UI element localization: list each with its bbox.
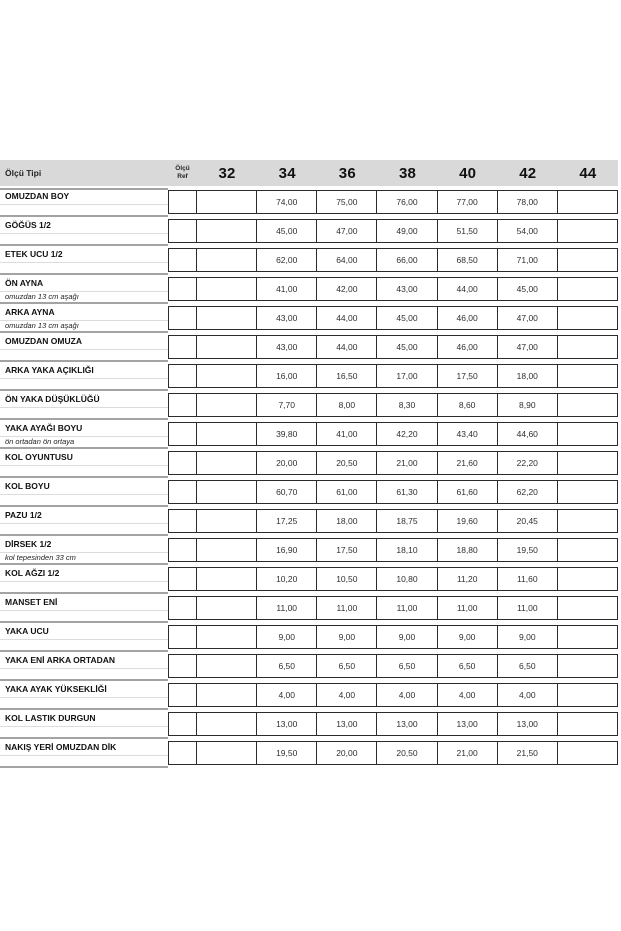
value-cell: 45,00: [377, 307, 437, 329]
row-values-area: [168, 362, 618, 391]
value-cell: [558, 568, 617, 590]
value-cell: 9,00: [257, 626, 317, 648]
value-cell: [197, 191, 257, 213]
value-cell: [558, 249, 617, 271]
value-cell: 47,00: [317, 220, 377, 242]
row-values-box: [168, 480, 618, 504]
row-label: PAZU 1/2: [5, 510, 42, 520]
value-cell: 43,00: [257, 307, 317, 329]
row-label-cell: [0, 391, 168, 420]
value-cell: 11,00: [498, 597, 558, 619]
row-label: YAKA UCU: [5, 626, 49, 636]
row-values-area: [168, 623, 618, 652]
value-cell: 78,00: [498, 191, 558, 213]
row-values-box: [168, 538, 618, 562]
value-cell: 10,50: [317, 568, 377, 590]
value-cell: 22,20: [498, 452, 558, 474]
value-cell: [558, 365, 617, 387]
table-row: [0, 391, 618, 420]
value-cell: [558, 191, 617, 213]
row-values-area: [168, 246, 618, 275]
row-label: OMUZDAN OMUZA: [5, 336, 82, 346]
row-label-cell: [0, 246, 168, 275]
row-values-area: [168, 449, 618, 478]
table-row: [0, 478, 618, 507]
row-values-box: [168, 596, 618, 620]
table-row: [0, 304, 618, 333]
row-label-cell: [0, 507, 168, 536]
row-label-cell: [0, 362, 168, 391]
ref-cell: [169, 423, 197, 445]
column-header-olcu-ref: [168, 165, 197, 181]
row-values-box: [168, 364, 618, 388]
value-cell: 13,00: [257, 713, 317, 735]
ref-cell: [169, 568, 197, 590]
value-cell: [197, 655, 257, 677]
row-subtitle: omuzdan 13 cm aşağı: [5, 321, 79, 330]
value-cell: [558, 423, 617, 445]
value-cell: [197, 539, 257, 561]
ref-cell: [169, 510, 197, 532]
row-values-area: [168, 275, 618, 304]
olcu-ref-line1: Ölçü: [175, 165, 190, 173]
olcu-ref-line2: Ref: [177, 173, 188, 180]
row-label: YAKA ENİ ARKA ORTADAN: [5, 655, 116, 665]
size-column-header: 36: [338, 164, 356, 182]
value-cell: 6,50: [257, 655, 317, 677]
table-row: [0, 449, 618, 478]
value-cell: [197, 278, 257, 300]
value-cell: [558, 713, 617, 735]
value-cell: 17,50: [317, 539, 377, 561]
value-cell: 60,70: [257, 481, 317, 503]
value-cell: 6,50: [438, 655, 498, 677]
label-sub-divider: [0, 697, 168, 698]
row-label-cell: [0, 739, 168, 768]
value-cell: 4,00: [498, 684, 558, 706]
value-cell: 11,00: [438, 597, 498, 619]
value-cell: 21,00: [438, 742, 498, 764]
label-sub-divider: [0, 262, 168, 263]
row-label: NAKIŞ YERİ OMUZDAN DİK: [5, 742, 117, 752]
row-values-area: [168, 333, 618, 362]
ref-cell: [169, 220, 197, 242]
value-cell: [558, 452, 617, 474]
value-cell: 20,00: [257, 452, 317, 474]
value-cell: 77,00: [438, 191, 498, 213]
value-cell: 6,50: [498, 655, 558, 677]
value-cell: 13,00: [498, 713, 558, 735]
label-sub-divider: [0, 204, 168, 205]
value-cell: 54,00: [498, 220, 558, 242]
column-header-olcu-tipi: Ölçü Tipi: [5, 168, 42, 178]
row-label-cell: [0, 188, 168, 217]
row-values-box: [168, 683, 618, 707]
value-cell: [197, 626, 257, 648]
value-cell: 4,00: [257, 684, 317, 706]
row-values-area: [168, 652, 618, 681]
table-row: [0, 623, 618, 652]
value-cell: [197, 423, 257, 445]
value-cell: 19,50: [257, 742, 317, 764]
value-cell: 10,20: [257, 568, 317, 590]
table-row: [0, 507, 618, 536]
value-cell: 20,50: [317, 452, 377, 474]
row-values-box: [168, 741, 618, 765]
value-cell: 44,00: [317, 336, 377, 358]
row-values-box: [168, 712, 618, 736]
size-column-header: 32: [218, 164, 236, 182]
row-values-area: [168, 391, 618, 420]
table-row: [0, 333, 618, 362]
value-cell: 45,00: [377, 336, 437, 358]
value-cell: 16,50: [317, 365, 377, 387]
value-cell: 4,00: [317, 684, 377, 706]
table-row: [0, 739, 618, 768]
value-cell: 61,60: [438, 481, 498, 503]
value-cell: 47,00: [498, 307, 558, 329]
ref-cell: [169, 713, 197, 735]
row-label-cell: [0, 565, 168, 594]
value-cell: 21,50: [498, 742, 558, 764]
size-column-header: 44: [579, 164, 597, 182]
row-label-cell: [0, 681, 168, 710]
ref-cell: [169, 365, 197, 387]
label-sub-divider: [0, 726, 168, 727]
size-column-header: 42: [519, 164, 537, 182]
table-row: [0, 710, 618, 739]
value-cell: [197, 365, 257, 387]
value-cell: 11,60: [498, 568, 558, 590]
row-subtitle: kol tepesinden 33 cm: [5, 553, 76, 562]
value-cell: 19,50: [498, 539, 558, 561]
row-values-area: [168, 681, 618, 710]
value-cell: 61,00: [317, 481, 377, 503]
table-body: [0, 188, 618, 768]
row-label-cell: [0, 594, 168, 623]
value-cell: [558, 336, 617, 358]
value-cell: 18,10: [377, 539, 437, 561]
row-label: ARKA YAKA AÇIKLIĞI: [5, 365, 94, 375]
value-cell: 41,00: [257, 278, 317, 300]
value-cell: [197, 713, 257, 735]
table-row: [0, 362, 618, 391]
value-cell: 18,80: [438, 539, 498, 561]
row-values-box: [168, 509, 618, 533]
row-values-area: [168, 536, 618, 565]
value-cell: [197, 220, 257, 242]
ref-cell: [169, 539, 197, 561]
row-values-box: [168, 654, 618, 678]
value-cell: 4,00: [438, 684, 498, 706]
value-cell: 75,00: [317, 191, 377, 213]
row-label: YAKA AYAĞI BOYU: [5, 423, 83, 433]
value-cell: [197, 568, 257, 590]
label-sub-divider: [0, 349, 168, 350]
value-cell: 11,00: [317, 597, 377, 619]
value-cell: [558, 394, 617, 416]
ref-cell: [169, 307, 197, 329]
row-label: KOL AĞZI 1/2: [5, 568, 60, 578]
row-label-cell: [0, 536, 168, 565]
value-cell: 8,90: [498, 394, 558, 416]
row-values-box: [168, 422, 618, 446]
row-values-area: [168, 710, 618, 739]
label-column-top-divider: [0, 188, 168, 190]
row-label: ARKA AYNA: [5, 307, 55, 317]
value-cell: 51,50: [438, 220, 498, 242]
row-label: GÖĞÜS 1/2: [5, 220, 51, 230]
row-values-area: [168, 594, 618, 623]
table-row: [0, 420, 618, 449]
value-cell: 16,90: [257, 539, 317, 561]
value-cell: 46,00: [438, 307, 498, 329]
value-cell: 8,30: [377, 394, 437, 416]
value-cell: 6,50: [317, 655, 377, 677]
value-cell: 11,00: [377, 597, 437, 619]
value-cell: 7,70: [257, 394, 317, 416]
row-values-box: [168, 190, 618, 214]
value-cell: [197, 684, 257, 706]
value-cell: [558, 481, 617, 503]
value-cell: 13,00: [317, 713, 377, 735]
value-cell: [558, 684, 617, 706]
row-label-cell: [0, 478, 168, 507]
value-cell: 43,00: [377, 278, 437, 300]
value-cell: 47,00: [498, 336, 558, 358]
value-cell: [558, 278, 617, 300]
row-label: ETEK UCU 1/2: [5, 249, 63, 259]
value-cell: 11,00: [257, 597, 317, 619]
value-cell: [558, 307, 617, 329]
value-cell: 18,00: [498, 365, 558, 387]
value-cell: 62,00: [257, 249, 317, 271]
row-label-cell: [0, 652, 168, 681]
value-cell: 76,00: [377, 191, 437, 213]
label-sub-divider: [0, 610, 168, 611]
row-label-cell: [0, 304, 168, 333]
value-cell: 18,00: [317, 510, 377, 532]
row-label-cell: [0, 217, 168, 246]
value-cell: [558, 626, 617, 648]
value-cell: [197, 597, 257, 619]
value-cell: 41,00: [317, 423, 377, 445]
table-row: [0, 594, 618, 623]
row-label: ÖN AYNA: [5, 278, 44, 288]
value-cell: [197, 452, 257, 474]
value-cell: 62,20: [498, 481, 558, 503]
row-subtitle: omuzdan 13 cm aşağı: [5, 292, 79, 301]
row-values-area: [168, 739, 618, 768]
value-cell: [558, 655, 617, 677]
table-row: [0, 188, 618, 217]
ref-cell: [169, 742, 197, 764]
ref-cell: [169, 249, 197, 271]
row-label: DİRSEK 1/2: [5, 539, 52, 549]
value-cell: 44,00: [438, 278, 498, 300]
value-cell: 46,00: [438, 336, 498, 358]
size-column-header: 40: [459, 164, 477, 182]
row-values-area: [168, 507, 618, 536]
ref-cell: [169, 336, 197, 358]
label-sub-divider: [0, 494, 168, 495]
row-values-box: [168, 625, 618, 649]
value-cell: 6,50: [377, 655, 437, 677]
value-cell: 68,50: [438, 249, 498, 271]
row-label: OMUZDAN BOY: [5, 191, 70, 201]
table-row: [0, 681, 618, 710]
row-values-box: [168, 451, 618, 475]
value-cell: [197, 307, 257, 329]
value-cell: 74,00: [257, 191, 317, 213]
value-cell: [558, 539, 617, 561]
row-values-area: [168, 478, 618, 507]
table-row: [0, 652, 618, 681]
value-cell: 9,00: [377, 626, 437, 648]
row-label: KOL LASTIK DURGUN: [5, 713, 96, 723]
row-label-cell: [0, 623, 168, 652]
row-values-box: [168, 393, 618, 417]
ref-cell: [169, 394, 197, 416]
value-cell: 17,00: [377, 365, 437, 387]
value-cell: 21,00: [377, 452, 437, 474]
value-cell: 4,00: [377, 684, 437, 706]
row-label: YAKA AYAK YÜKSEKLİĞİ: [5, 684, 107, 694]
value-cell: 8,00: [317, 394, 377, 416]
table-row: [0, 536, 618, 565]
label-sub-divider: [0, 407, 168, 408]
row-values-box: [168, 335, 618, 359]
value-cell: 9,00: [438, 626, 498, 648]
label-sub-divider: [0, 523, 168, 524]
row-values-area: [168, 420, 618, 449]
value-cell: 20,45: [498, 510, 558, 532]
size-column-header: 38: [398, 164, 417, 182]
value-cell: 42,00: [317, 278, 377, 300]
value-cell: 66,00: [377, 249, 437, 271]
label-sub-divider: [0, 581, 168, 582]
value-cell: 44,00: [317, 307, 377, 329]
value-cell: 61,30: [377, 481, 437, 503]
value-cell: [197, 249, 257, 271]
label-sub-divider: [0, 755, 168, 756]
value-cell: [558, 510, 617, 532]
ref-cell: [169, 191, 197, 213]
row-label: KOL BOYU: [5, 481, 50, 491]
row-label: KOL OYUNTUSU: [5, 452, 73, 462]
value-cell: 43,00: [257, 336, 317, 358]
table-row: [0, 246, 618, 275]
value-cell: 13,00: [377, 713, 437, 735]
ref-cell: [169, 626, 197, 648]
value-cell: [197, 510, 257, 532]
value-cell: 42,20: [377, 423, 437, 445]
value-cell: 45,00: [257, 220, 317, 242]
value-cell: 21,60: [438, 452, 498, 474]
row-values-box: [168, 306, 618, 330]
row-label-cell: [0, 333, 168, 362]
value-cell: 8,60: [438, 394, 498, 416]
value-cell: 45,00: [498, 278, 558, 300]
value-cell: 9,00: [317, 626, 377, 648]
value-cell: 64,00: [317, 249, 377, 271]
table-row: [0, 275, 618, 304]
row-values-box: [168, 567, 618, 591]
value-cell: 9,00: [498, 626, 558, 648]
table-header-row: [0, 160, 618, 186]
label-sub-divider: [0, 233, 168, 234]
row-values-box: [168, 219, 618, 243]
table-row: [0, 217, 618, 246]
row-label-cell: [0, 449, 168, 478]
row-values-box: [168, 248, 618, 272]
row-label-cell: [0, 710, 168, 739]
ref-cell: [169, 481, 197, 503]
ref-cell: [169, 655, 197, 677]
row-label: ÖN YAKA DÜŞÜKLÜĞÜ: [5, 394, 100, 404]
row-values-area: [168, 217, 618, 246]
ref-cell: [169, 278, 197, 300]
ref-cell: [169, 452, 197, 474]
value-cell: 17,50: [438, 365, 498, 387]
value-cell: [197, 742, 257, 764]
row-label-cell: [0, 420, 168, 449]
value-cell: 13,00: [438, 713, 498, 735]
table-row: [0, 565, 618, 594]
size-column-header: 34: [278, 164, 296, 182]
value-cell: 44,60: [498, 423, 558, 445]
value-cell: 19,60: [438, 510, 498, 532]
value-cell: 16,00: [257, 365, 317, 387]
row-values-area: [168, 304, 618, 333]
value-cell: 39,80: [257, 423, 317, 445]
ref-cell: [169, 684, 197, 706]
value-cell: 43,40: [438, 423, 498, 445]
label-sub-divider: [0, 465, 168, 466]
value-cell: 20,50: [377, 742, 437, 764]
row-label-cell: [0, 275, 168, 304]
value-cell: 49,00: [377, 220, 437, 242]
value-cell: 10,80: [377, 568, 437, 590]
value-cell: [558, 742, 617, 764]
row-label: MANSET ENİ: [5, 597, 58, 607]
value-cell: [558, 597, 617, 619]
measurement-table: [0, 160, 618, 768]
value-cell: [197, 394, 257, 416]
label-sub-divider: [0, 378, 168, 379]
ref-cell: [169, 597, 197, 619]
label-sub-divider: [0, 639, 168, 640]
value-cell: [558, 220, 617, 242]
value-cell: 20,00: [317, 742, 377, 764]
label-sub-divider: [0, 668, 168, 669]
value-cell: 11,20: [438, 568, 498, 590]
row-subtitle: ön ortadan ön ortaya: [5, 437, 75, 446]
value-cell: 18,75: [377, 510, 437, 532]
value-cell: [197, 481, 257, 503]
row-values-area: [168, 565, 618, 594]
row-values-box: [168, 277, 618, 301]
value-cell: 17,25: [257, 510, 317, 532]
value-cell: 71,00: [498, 249, 558, 271]
value-cell: [197, 336, 257, 358]
row-values-area: [168, 188, 618, 217]
